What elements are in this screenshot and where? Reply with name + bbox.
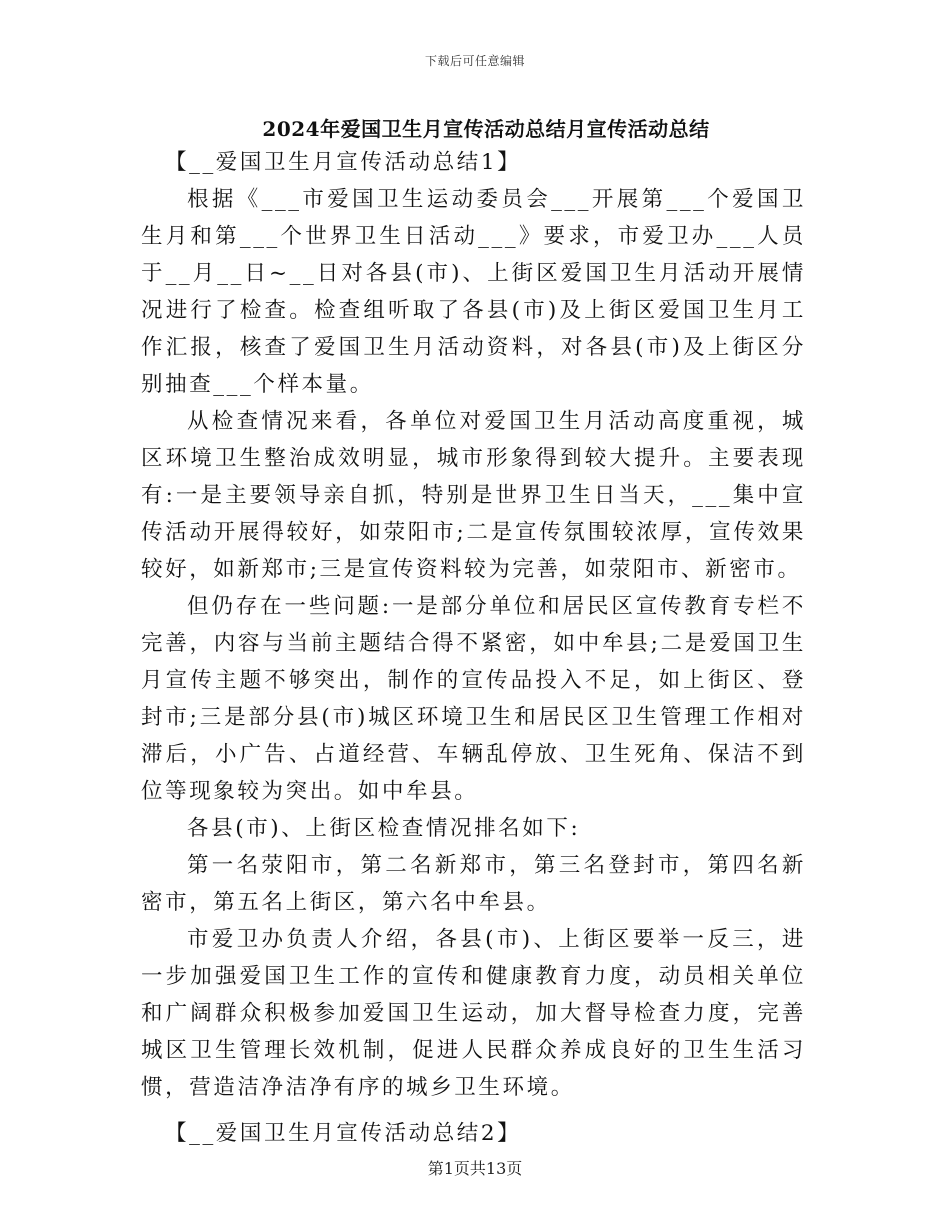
paragraph-ranking-intro: 各县(市)、上街区检查情况排名如下: [187,816,581,841]
paragraph-requirements: 市爱卫办负责人介绍，各县(市)、上街区要举一反三，进一步加强爱国卫生工作的宣传和健康教育力度，动员相关单位和广阔群众积极参加爱国卫生运动，加大督导检查力度，完善城区卫生管理长效机制，促进人民群众养成良好的卫生生活习惯，营造洁净洁净有序的城乡卫生环境。 [141,927,806,1100]
page-number: 第1页共13页 [427,1159,523,1178]
download-note: 下载后可任意编辑 [424,54,525,68]
paragraph-ranking: 第一名荥阳市，第二名新郑市，第三名登封市，第四名新密市，第五名上街区，第六名中牟县。 [141,853,806,915]
document-title: 2024年爱国卫生月宣传活动总结月宣传活动总结 [262,117,710,141]
document-body [141,144,806,1152]
paragraph-inspection-basis: 根据《___市爱国卫生运动委员会___开展第___个爱国卫生月和第___个世界卫生日活动___》要求，市爱卫办___人员于__月__日~__日对各县(市)、上街区爱国卫生月活动开展情况进行了检查。检查组听取了各县(市)及上街区爱国卫生月工作汇报，核查了爱国卫生月活动资料，对各县(市)及上街区分别抽查___个样本量。 [141,187,806,397]
paragraph-problems: 但仍存在一些问题:一是部分单位和居民区宣传教育专栏不完善，内容与当前主题结合得不紧密，如中牟县;二是爱国卫生月宣传主题不够突出，制作的宣传品投入不足，如上街区、登封市;三是部分县(市)城区环境卫生和居民区卫生管理工作相对滞后，小广告、占道经营、车辆乱停放、卫生死角、保洁不到位等现象较为突出。如中牟县。 [141,594,806,804]
section-heading-1: 【__爱国卫生月宣传活动总结1】 [165,150,522,175]
section-heading-2: 【__爱国卫生月宣传活动总结2】 [165,1121,522,1146]
paragraph-inspection-findings: 从检查情况来看，各单位对爱国卫生月活动高度重视，城区环境卫生整治成效明显，城市形象得到较大提升。主要表现有:一是主要领导亲自抓，特别是世界卫生日当天，___集中宣传活动开展得较好，如荥阳市;二是宣传氛围较浓厚，宣传效果较好，如新郑市;三是宣传资料较为完善，如荥阳市、新密市。 [141,409,806,582]
